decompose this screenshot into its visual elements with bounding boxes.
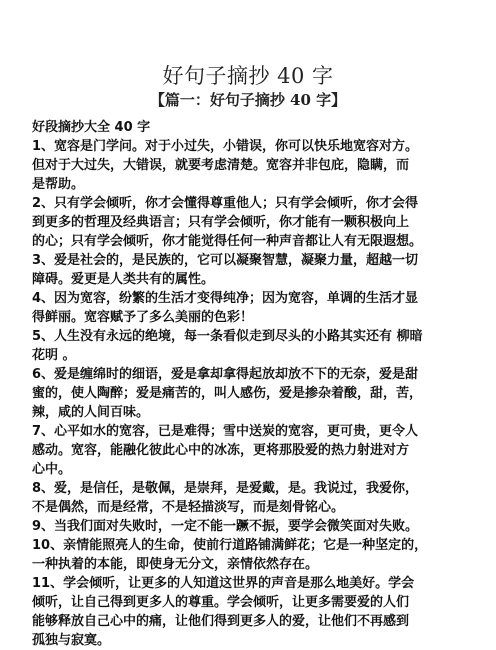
text-line: 能够释放自己心中的痛，让他们得到更多人的爱，让他们不再感到 [32, 614, 410, 629]
text-line: 得鲜丽。宽容赋予了多么美丽的色彩！ [32, 310, 254, 325]
text-line: 7、心平如水的宽容，已是难得；雪中送炭的宽容，更可贵，更令人 [32, 424, 419, 439]
text-line: 孤独与寂寞。 [32, 633, 111, 648]
text-line: 心中。 [32, 462, 72, 477]
text-line: 11、学会倾听，让更多的人知道这世界的声音是那么地美好。学会 [32, 576, 415, 591]
text-line: 9、当我们面对失败时，一定不能一蹶不振，要学会微笑面对失败。 [32, 519, 419, 534]
text-line: 3、爱是社会的，是民族的，它可以凝聚智慧，凝聚力量，超越一切 [32, 253, 419, 268]
text-line: 到更多的哲理及经典语言；只有学会倾听，你才能有一颗积极向上 [32, 215, 410, 230]
text-line: 是帮助。 [32, 177, 85, 192]
text-line: 4、因为宽容，纷繁的生活才变得纯净；因为宽容，单调的生活才显 [32, 291, 419, 306]
document-title: 好句子摘抄 40 字 [162, 64, 334, 88]
text-line: 感动。宽容，能融化彼此心中的冰冻，更将那股爱的热力射进对方 [32, 443, 410, 458]
text-line: 2、只有学会倾听，你才会懂得尊重他人；只有学会倾听，你才会得 [32, 196, 419, 211]
text-line: 但对于大过失，大错误，就要考虑清楚。宽容并非包庇，隐瞒，而 [32, 158, 410, 173]
text-line: 一种执着的本能，即使身无分文，亲情依然存在。 [32, 557, 319, 572]
text-line: 倾听，让自己得到更多人的尊重。学会倾听，让更多需要爱的人们 [32, 595, 410, 610]
text-line: 蜜的，使人陶醉；爱是痛苦的，叫人感伤，爱是掺杂着酸，甜，苦， [32, 386, 423, 401]
text-line: 的心；只有学会倾听，你才能觉得任何一种声音都让人有无限遐想。 [32, 234, 423, 249]
text-line: 1、宽容是门学问。对于小过失，小错误，你可以快乐地宽容对方。 [32, 139, 419, 154]
section-heading: 好段摘抄大全 40 字 [32, 120, 151, 135]
document-subtitle: 【篇一：好句子摘抄 40 字】 [149, 91, 347, 109]
text-line: 10、亲情能照亮人的生命，使前行道路铺满鲜花；它是一种坚定的， [32, 538, 428, 553]
text-line: 障碍。爱更是人类共有的属性。 [32, 272, 215, 287]
document-body [32, 118, 472, 650]
text-line: 花明 。 [32, 348, 76, 363]
text-line: 辣，咸的人间百味。 [32, 405, 150, 420]
text-line: 8、爱，是信任，是敬佩，是崇拜，是爱戴，是。我说过，我爱你， [32, 481, 419, 496]
text-line: 不是偶然，而是经常，不是轻描淡写，而是刻骨铭心。 [32, 500, 345, 515]
text-line: 5、人生没有永远的绝境，每一条看似走到尽头的小路其实还有 柳暗 [32, 329, 423, 344]
text-line: 6、爱是缠绵时的细语，爱是拿却拿得起放却放不下的无奈，爱是甜 [32, 367, 419, 382]
